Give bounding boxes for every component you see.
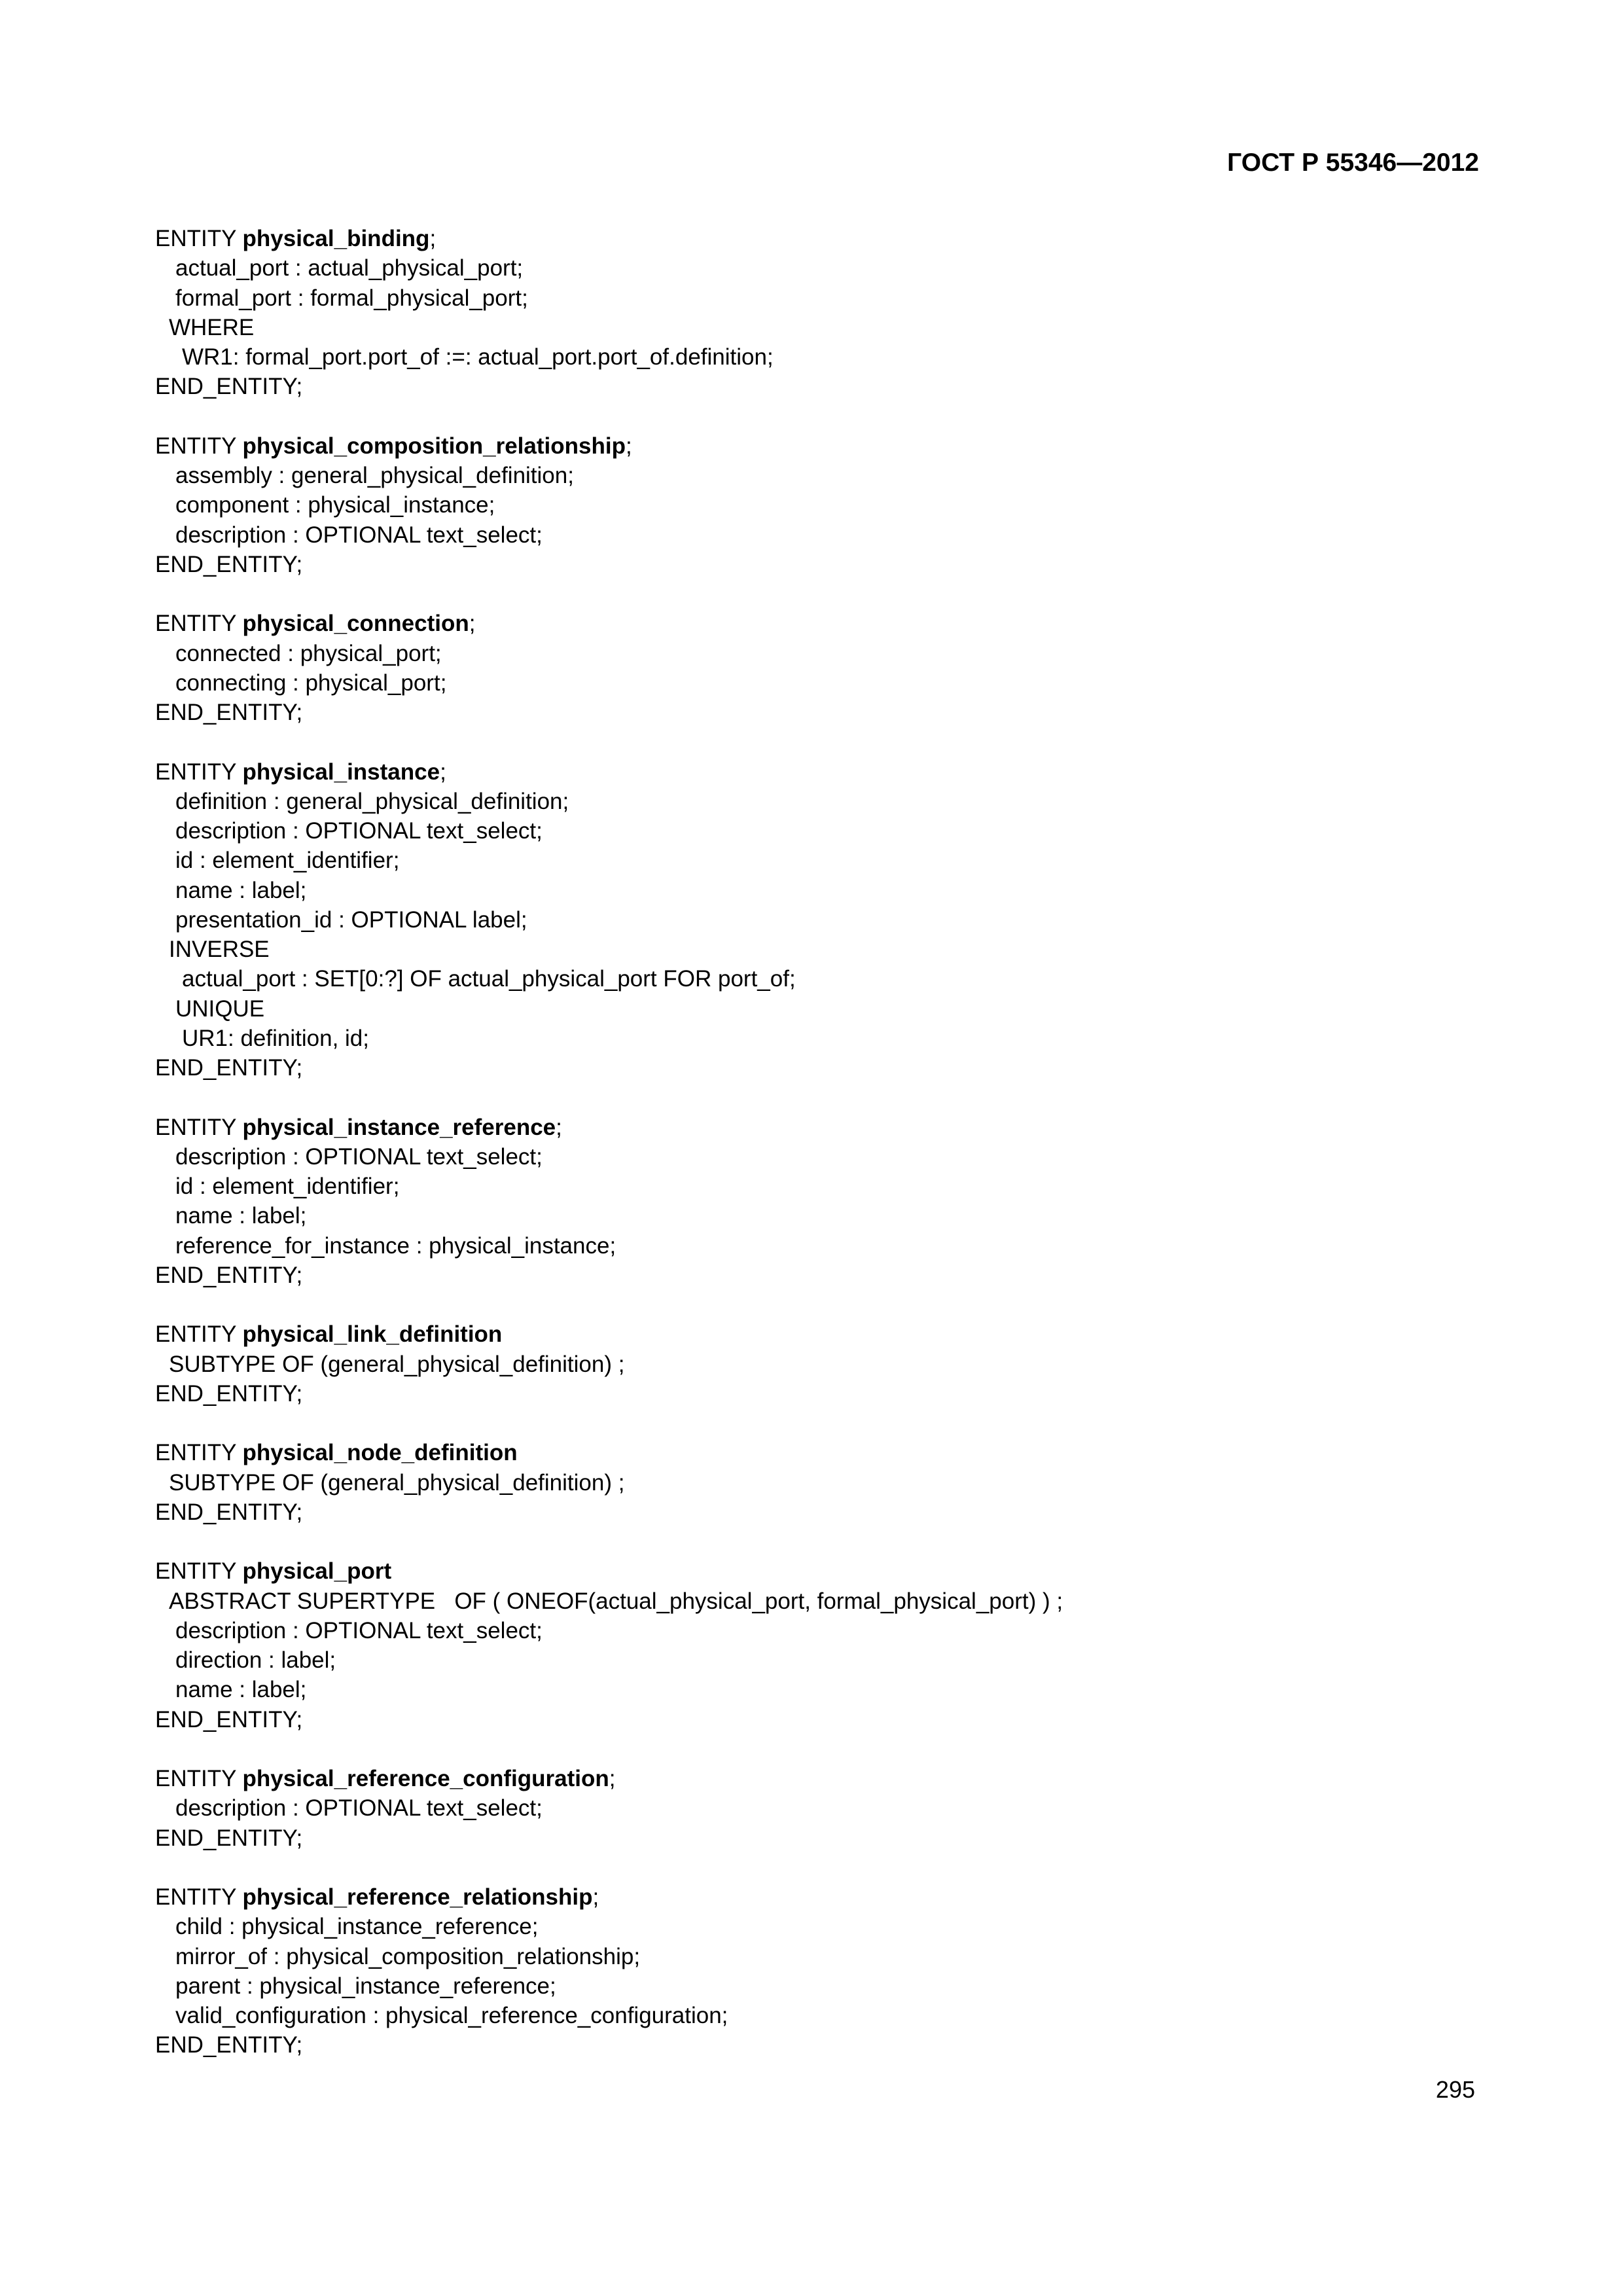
entity-keyword: ENTITY [155, 1884, 243, 1910]
end-entity-line: END_ENTITY; [155, 2032, 303, 2058]
end-entity-line: END_ENTITY; [155, 374, 303, 400]
attribute-line: description : OPTIONAL text_select; [175, 1143, 543, 1170]
entity-block [155, 431, 1503, 579]
entity-declaration [155, 1113, 1503, 1142]
attribute-line: child : physical_instance_reference; [175, 1914, 539, 1940]
entity-terminator: ; [592, 1884, 599, 1910]
attribute-line: component : physical_instance; [175, 492, 495, 518]
attribute-line: description : OPTIONAL text_select; [175, 818, 543, 844]
attribute-line: id : element_identifier; [175, 1174, 400, 1199]
attribute-line: formal_port : formal_physical_port; [175, 285, 528, 311]
subtype-line: SUBTYPE OF (general_physical_definition) ; [169, 1351, 625, 1377]
end-entity-line: END_ENTITY; [155, 551, 303, 577]
inverse-attribute-line: actual_port : SET[0:?] OF actual_physical_port FOR port_of; [182, 966, 796, 992]
end-entity-line: END_ENTITY; [155, 1262, 303, 1288]
entity-keyword: ENTITY [155, 226, 243, 251]
entity-declaration [155, 1438, 1503, 1467]
entity-block [155, 757, 1503, 1083]
attribute-line: id : element_identifier; [175, 848, 400, 874]
entity-block [155, 224, 1503, 402]
attribute-line: description : OPTIONAL text_select; [175, 522, 543, 548]
attribute-line: valid_configuration : physical_reference_configuration; [175, 2003, 728, 2028]
entity-block [155, 1438, 1503, 1527]
entity-keyword: ENTITY [155, 611, 243, 637]
attribute-line: name : label; [175, 1203, 307, 1229]
rule-line: WR1: formal_port.port_of :=: actual_port.port_of.definition; [182, 344, 774, 370]
entity-terminator: ; [440, 759, 446, 785]
end-entity-line: END_ENTITY; [155, 1380, 303, 1407]
entity-name: physical_link_definition [242, 1321, 503, 1348]
entity-declaration [155, 431, 1503, 461]
entity-terminator: ; [429, 226, 437, 251]
document-title: ГОСТ Р 55346—2012 [1227, 149, 1479, 177]
entity-name: physical_reference_configuration [242, 1766, 609, 1791]
attribute-line: actual_port : actual_physical_port; [175, 255, 524, 281]
page-header [1227, 147, 1479, 179]
entity-name: physical_instance_reference [242, 1114, 556, 1140]
entity-declaration [155, 757, 1503, 787]
entity-declaration [155, 224, 1503, 253]
rule-line: UR1: definition, id; [182, 1025, 369, 1051]
entity-name: physical_composition_relationship [242, 433, 626, 459]
attribute-line: connecting : physical_port; [175, 670, 447, 696]
attribute-line: direction : label; [175, 1647, 336, 1673]
page-number: 295 [1435, 2076, 1475, 2103]
entity-declaration [155, 609, 1503, 638]
entity-name: physical_connection [242, 611, 469, 637]
attribute-line: definition : general_physical_definition; [175, 788, 569, 814]
end-entity-line: END_ENTITY; [155, 1825, 303, 1851]
entity-keyword: ENTITY [155, 433, 243, 459]
end-entity-line: END_ENTITY; [155, 1499, 303, 1525]
entity-keyword: ENTITY [155, 1114, 243, 1140]
end-entity-line: END_ENTITY; [155, 1706, 303, 1732]
attribute-line: name : label; [175, 1677, 307, 1703]
supertype-line: ABSTRACT SUPERTYPE OF ( ONEOF(actual_physical_port, formal_physical_port) ) ; [169, 1588, 1063, 1614]
attribute-line: presentation_id : OPTIONAL label; [175, 906, 527, 933]
entity-name: physical_port [242, 1558, 392, 1585]
entity-block [155, 1764, 1503, 1853]
attribute-line: parent : physical_instance_reference; [175, 1973, 556, 1999]
entity-name: physical_binding [242, 226, 430, 251]
entity-keyword: ENTITY [155, 1558, 243, 1585]
attribute-line: name : label; [175, 877, 307, 903]
clause-keyword: UNIQUE [175, 996, 265, 1022]
document-body [155, 224, 1503, 2060]
entity-keyword: ENTITY [155, 1440, 243, 1466]
entity-keyword: ENTITY [155, 1766, 243, 1791]
entity-block [155, 1319, 1503, 1408]
attribute-line: assembly : general_physical_definition; [175, 463, 574, 488]
entity-declaration [155, 1882, 1503, 1912]
entity-block [155, 1882, 1503, 2060]
end-entity-line: END_ENTITY; [155, 1055, 303, 1081]
entity-name: physical_reference_relationship [242, 1884, 593, 1910]
end-entity-line: END_ENTITY; [155, 700, 303, 725]
clause-keyword: INVERSE [169, 937, 270, 962]
entity-keyword: ENTITY [155, 759, 243, 785]
entity-terminator: ; [469, 611, 476, 637]
clause-keyword: WHERE [169, 314, 255, 340]
attribute-line: description : OPTIONAL text_select; [175, 1795, 543, 1821]
entity-name: physical_node_definition [242, 1440, 518, 1466]
attribute-line: reference_for_instance : physical_instance; [175, 1232, 616, 1259]
entity-declaration [155, 1556, 1503, 1586]
subtype-line: SUBTYPE OF (general_physical_definition) ; [169, 1469, 625, 1496]
attribute-line: description : OPTIONAL text_select; [175, 1617, 543, 1643]
entity-terminator: ; [609, 1766, 616, 1791]
entity-keyword: ENTITY [155, 1321, 243, 1348]
entity-terminator: ; [625, 433, 632, 459]
entity-declaration [155, 1764, 1503, 1793]
entity-name: physical_instance [242, 759, 440, 785]
entity-block [155, 1556, 1503, 1734]
entity-block [155, 609, 1503, 727]
entity-block [155, 1113, 1503, 1291]
entity-terminator: ; [556, 1114, 562, 1140]
attribute-line: connected : physical_port; [175, 640, 442, 666]
attribute-line: mirror_of : physical_composition_relationship; [175, 1943, 641, 1969]
entity-declaration [155, 1319, 1503, 1349]
